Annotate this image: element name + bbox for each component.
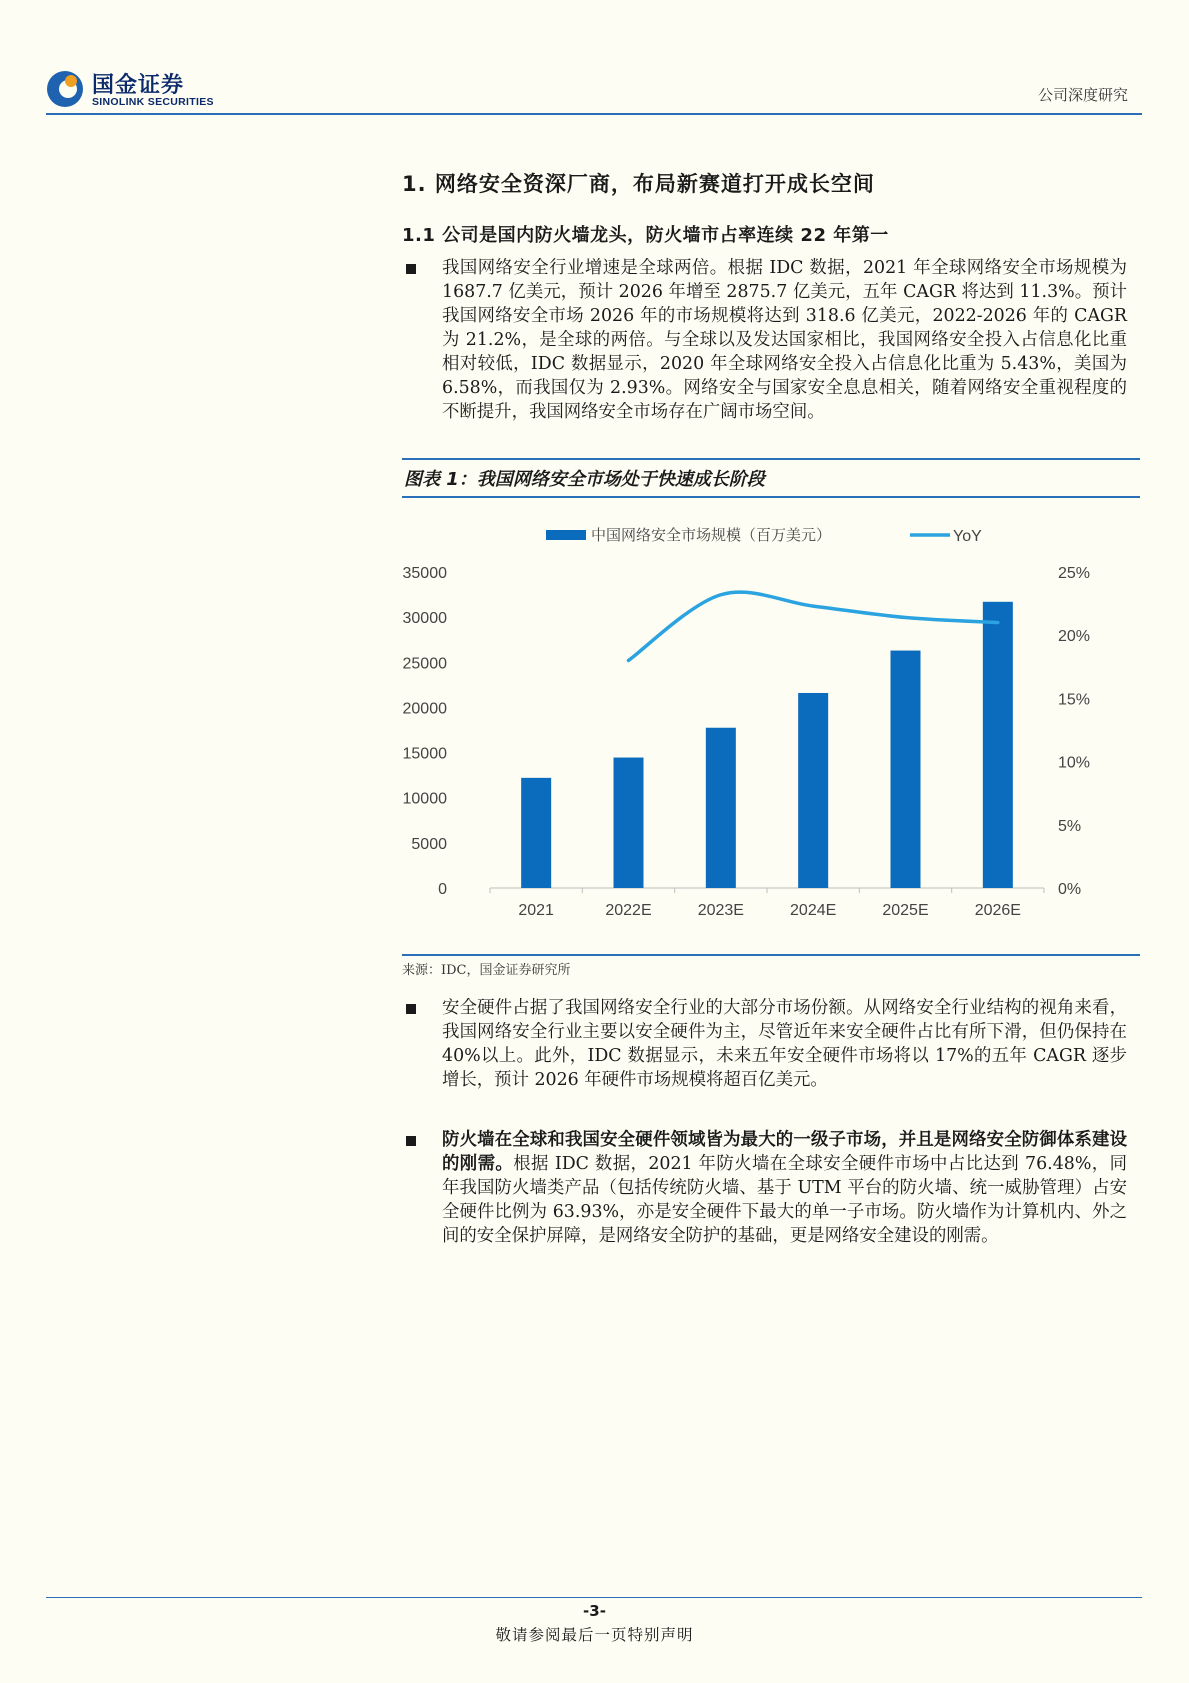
y-left-tick-label: 15000 (402, 745, 447, 763)
market-size-chart (402, 500, 1140, 950)
x-tick-label: 2024E (790, 902, 837, 919)
sinolink-logo-icon (46, 70, 84, 108)
y-right-tick-label: 0% (1058, 881, 1082, 898)
bar-2024E (798, 693, 828, 888)
paragraph-text: 我国网络安全行业增速是全球两倍。根据 IDC 数据，2021 年全球网络安全市场规模为 1687.7 亿美元，预计 2026 年增至 2875.7 亿美元，五年 CAGR 将达到 11.3%。预计我国网络安全市场 2026 年的市场规模将达到 318.6 亿美元，2022-2026 年的 CAGR 为 21.2%，是全球的两倍。与全球以及发达国家相比，我国网络安全投入占信息化比重相对较低，IDC 数据显示，2020 年全球网络安全投入占信息化比重为 5.43%，美国为 6.58%，而我国仅为 2.93%。网络安全与国家安全息息相关，随着网络安全重视程度的不断提升，我国网络安全市场存在广阔市场空间。 (442, 258, 1127, 422)
footer-disclaimer: 敬请参阅最后一页特别声明 (495, 1626, 694, 1644)
figure-source: 来源：IDC，国金证券研究所 (402, 963, 571, 978)
legend-bar-swatch (546, 530, 586, 540)
bar-2026E (983, 602, 1013, 888)
y-right-tick-label: 25% (1058, 565, 1091, 582)
y-left-tick-label: 20000 (402, 700, 447, 718)
y-left-tick-label: 35000 (402, 565, 447, 582)
bar-2025E (891, 651, 921, 888)
header-divider (46, 113, 1142, 115)
y-right-tick-label: 10% (1058, 754, 1091, 772)
figure-title-bar (402, 458, 1140, 498)
page-header (46, 66, 1142, 114)
figure-title: 图表 1：我国网络安全市场处于快速成长阶段 (404, 469, 765, 490)
x-tick-label: 2023E (697, 902, 744, 919)
y-left-tick-label: 25000 (402, 655, 447, 673)
legend-line-label: YoY (953, 528, 982, 545)
legend-bar-label: 中国网络安全市场规模（百万美元） (591, 526, 832, 544)
page-number: -3- (583, 1602, 606, 1620)
paragraph-bold-lead: 防火墙在全球和我国安全硬件领域皆为最大的一级子市场，并且是网络安全防御体系建设的刚需。 (442, 1130, 1127, 1174)
bullet-square-icon (406, 1004, 416, 1014)
y-left-tick-label: 30000 (402, 610, 447, 628)
x-tick-label: 2021 (518, 902, 554, 919)
x-tick-label: 2026E (974, 902, 1021, 919)
bullet-square-icon (406, 264, 416, 274)
bullet-paragraph-1 (402, 256, 1127, 424)
paragraph-text: 安全硬件占据了我国网络安全行业的大部分市场份额。从网络安全行业结构的视角来看，我国网络安全行业主要以安全硬件为主，尽管近年来安全硬件占比有所下滑，但仍保持在 40%以上。此外，IDC 数据显示，未来五年安全硬件市场将以 17%的五年 CAGR 逐步增长，预计 2026 年硬件市场规模将超百亿美元。 (442, 998, 1127, 1090)
y-right-tick-label: 5% (1058, 817, 1082, 835)
bullet-paragraph-3 (402, 1128, 1127, 1248)
yoy-line (629, 592, 998, 660)
y-left-tick-label: 10000 (402, 790, 447, 808)
paragraph-rest: 根据 IDC 数据，2021 年防火墙在全球安全硬件市场中占比达到 76.48%，同年我国防火墙类产品（包括传统防火墙、基于 UTM 平台的防火墙、统一威胁管理）占安全硬件比例为 63.93%，亦是安全硬件下最大的单一子市场。防火墙作为计算机内、外之间的安全保护屏障，是网络安全防护的基础，更是网络安全建设的刚需。 (442, 1154, 1127, 1246)
bar-2022E (614, 758, 644, 888)
y-left-tick-label: 0 (438, 881, 447, 898)
bullet-paragraph-2 (402, 996, 1127, 1092)
y-left-tick-label: 5000 (411, 835, 447, 853)
bar-2021 (521, 778, 551, 888)
subsection-heading: 1.1 公司是国内防火墙龙头，防火墙市占率连续 22 年第一 (402, 225, 889, 246)
section-heading: 1. 网络安全资深厂商，布局新赛道打开成长空间 (402, 172, 875, 196)
report-type-label: 公司深度研究 (1037, 86, 1128, 104)
logo-en-text: SINOLINK SECURITIES (92, 96, 214, 108)
footer-divider (46, 1597, 1142, 1598)
bar-2023E (706, 728, 736, 888)
logo-cn-text: 国金证券 (92, 73, 185, 98)
y-right-tick-label: 15% (1058, 691, 1091, 709)
y-right-tick-label: 20% (1058, 628, 1091, 646)
source-divider (402, 954, 1140, 956)
x-tick-label: 2025E (882, 902, 929, 919)
paragraph-text (442, 1128, 1127, 1248)
bullet-square-icon (406, 1136, 416, 1146)
x-tick-label: 2022E (605, 902, 652, 919)
